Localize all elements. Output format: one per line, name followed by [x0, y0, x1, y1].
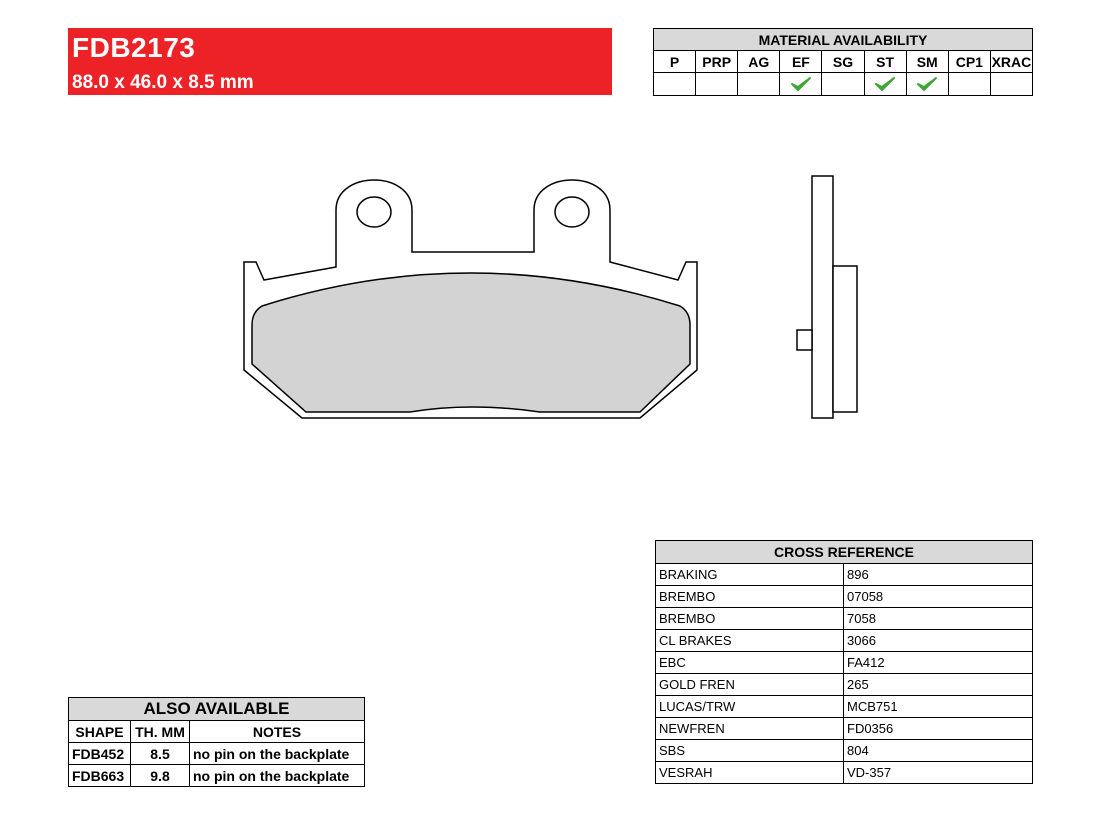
mounting-hole-right	[555, 197, 589, 227]
cross-reference-code: 265	[844, 674, 1033, 696]
thickness-header: TH. MM	[131, 721, 190, 743]
cross-reference-title: CROSS REFERENCE	[656, 541, 1033, 564]
cross-reference-row	[656, 586, 1033, 608]
mounting-hole-left	[357, 197, 391, 227]
shape-header: SHAPE	[69, 721, 131, 743]
cross-reference-brand: SBS	[656, 740, 844, 762]
notes-header: NOTES	[190, 721, 365, 743]
cross-reference-row	[656, 630, 1033, 652]
also-available-row	[69, 743, 365, 765]
cross-reference-brand: VESRAH	[656, 762, 844, 784]
cross-reference-row	[656, 652, 1033, 674]
material-col-sm: SM	[906, 51, 948, 73]
cross-reference-brand: GOLD FREN	[656, 674, 844, 696]
cross-reference-code: 896	[844, 564, 1033, 586]
cross-reference-code: 3066	[844, 630, 1033, 652]
material-col-st: ST	[864, 51, 906, 73]
friction-material	[252, 273, 690, 412]
product-code: FDB2173	[72, 32, 196, 63]
cross-reference-row	[656, 740, 1033, 762]
alt-thickness: 9.8	[131, 765, 190, 787]
cross-reference-code: FD0356	[844, 718, 1033, 740]
cross-reference-code: 07058	[844, 586, 1033, 608]
cross-reference-row	[656, 674, 1033, 696]
material-col-prp: PRP	[696, 51, 738, 73]
material-col-ef: EF	[780, 51, 822, 73]
cross-reference-brand: LUCAS/TRW	[656, 696, 844, 718]
cross-reference-row	[656, 762, 1033, 784]
cross-reference-brand: CL BRAKES	[656, 630, 844, 652]
material-col-cp1: CP1	[948, 51, 990, 73]
alt-notes: no pin on the backplate	[190, 765, 365, 787]
cross-reference-brand: BREMBO	[656, 586, 844, 608]
alt-shape-code: FDB452	[69, 743, 131, 765]
material-col-ag: AG	[738, 51, 780, 73]
material-col-p: P	[654, 51, 696, 73]
cross-reference-row	[656, 564, 1033, 586]
alt-thickness: 8.5	[131, 743, 190, 765]
cross-reference-brand: BRAKING	[656, 564, 844, 586]
side-view-backplate	[812, 176, 833, 418]
also-available-row	[69, 765, 365, 787]
material-col-sg: SG	[822, 51, 864, 73]
side-view-pin	[797, 330, 812, 350]
also-available-table	[68, 697, 365, 787]
cross-reference-table	[655, 540, 1033, 784]
cross-reference-code: 804	[844, 740, 1033, 762]
cross-reference-brand: EBC	[656, 652, 844, 674]
side-view-friction	[833, 266, 857, 412]
material-col-xrac: XRAC	[990, 51, 1032, 73]
cross-reference-row	[656, 608, 1033, 630]
cross-reference-code: FA412	[844, 652, 1033, 674]
product-dimensions: 88.0 x 46.0 x 8.5 mm	[72, 72, 254, 93]
material-availability-title: MATERIAL AVAILABILITY	[654, 29, 1033, 51]
cross-reference-code: VD-357	[844, 762, 1033, 784]
also-available-header-row	[69, 721, 365, 743]
alt-shape-code: FDB663	[69, 765, 131, 787]
alt-notes: no pin on the backplate	[190, 743, 365, 765]
cross-reference-code: MCB751	[844, 696, 1033, 718]
cross-reference-brand: BREMBO	[656, 608, 844, 630]
cross-reference-row	[656, 718, 1033, 740]
also-available-title: ALSO AVAILABLE	[69, 698, 365, 721]
cross-reference-code: 7058	[844, 608, 1033, 630]
cross-reference-row	[656, 696, 1033, 718]
cross-reference-brand: NEWFREN	[656, 718, 844, 740]
